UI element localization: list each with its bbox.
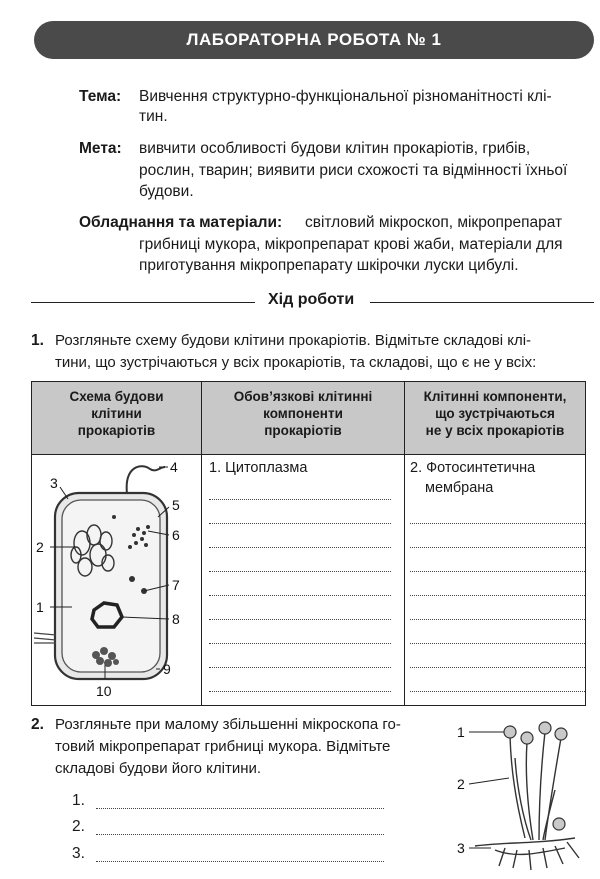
diagram-label-7: 7 bbox=[172, 577, 180, 593]
lab-title: ЛАБОРАТОРНА РОБОТА № 1 bbox=[186, 30, 442, 49]
mucor-label-1: 1 bbox=[457, 724, 465, 740]
diagram-label-8: 8 bbox=[172, 611, 180, 627]
goal-line-3: будови. bbox=[139, 183, 194, 200]
topic-line-1: Вивчення структурно-функціональної різноманітності клі- bbox=[139, 88, 552, 105]
equipment-line-2: грибниці мукора, мікропрепарат крові жаби, матеріали для bbox=[139, 236, 563, 253]
task2-line-2: товий мікропрепарат грибниці мукора. Відмітьте bbox=[55, 738, 391, 755]
equipment-line-1: світловий мікроскоп, мікропрепарат bbox=[305, 214, 563, 231]
answer-2-line[interactable] bbox=[96, 834, 384, 835]
answer-3-line[interactable] bbox=[96, 861, 384, 862]
optional-first-entry-2: мембрана bbox=[425, 480, 494, 496]
lab-title-banner bbox=[34, 21, 594, 59]
optional-cell bbox=[405, 455, 586, 706]
answer-3-label: 3. bbox=[72, 845, 85, 862]
optional-first-entry-1: 2. Фотосинтетична bbox=[410, 460, 536, 476]
equipment-label: Обладнання та матеріали: bbox=[79, 214, 283, 231]
topic-label: Тема: bbox=[79, 88, 122, 105]
scheme-cell bbox=[32, 455, 202, 706]
task2-line-3: складові будови його клітини. bbox=[55, 760, 262, 777]
diagram-label-1: 1 bbox=[36, 599, 44, 615]
divider-right bbox=[370, 302, 594, 303]
task2-line-1: Розгляньте при малому збільшенні мікроскопа го- bbox=[55, 716, 401, 733]
goal-line-2: рослин, тварин; виявити риси схожості та відмінності їхньої bbox=[139, 162, 568, 179]
section-title: Хід роботи bbox=[268, 291, 355, 308]
task1-line-1: Розгляньте схему будови клітини прокаріотів. Відмітьте складові клі- bbox=[55, 332, 532, 349]
prokaryote-table bbox=[31, 381, 586, 706]
diagram-label-2: 2 bbox=[36, 539, 44, 555]
goal-line-1: вивчити особливості будови клітин прокаріотів, грибів, bbox=[139, 140, 531, 157]
mucor-label-3: 3 bbox=[457, 840, 465, 856]
mandatory-cell bbox=[202, 455, 405, 706]
diagram-label-6: 6 bbox=[172, 527, 180, 543]
task2-number: 2. bbox=[31, 716, 44, 733]
diagram-label-5: 5 bbox=[172, 497, 180, 513]
diagram-label-9: 9 bbox=[163, 661, 171, 677]
equipment-line-3: приготування мікропрепарату шкірочки луски цибулі. bbox=[139, 257, 519, 274]
answer-2-label: 2. bbox=[72, 818, 85, 835]
diagram-label-4: 4 bbox=[170, 459, 178, 475]
divider-left bbox=[31, 302, 255, 303]
topic-line-2: тин. bbox=[139, 108, 168, 125]
header-optional: Клітинні компоненти, що зустрічаються не у всіх прокаріотів bbox=[405, 382, 586, 455]
header-mandatory: Обов’язкові клітинні компоненти прокаріотів bbox=[202, 382, 405, 455]
answer-1-line[interactable] bbox=[96, 808, 384, 809]
header-scheme: Схема будови клітини прокаріотів bbox=[32, 382, 202, 455]
mucor-label-2: 2 bbox=[457, 776, 465, 792]
prokaryote-cell-diagram bbox=[32, 455, 197, 705]
diagram-label-3: 3 bbox=[50, 475, 58, 491]
task1-line-2: тини, що зустрічаються у всіх прокаріотів, та складові, що є не у всіх: bbox=[55, 354, 537, 371]
goal-label: Мета: bbox=[79, 140, 122, 157]
mucor-diagram bbox=[455, 718, 595, 874]
answer-1-label: 1. bbox=[72, 792, 85, 809]
task1-number: 1. bbox=[31, 332, 44, 349]
diagram-label-10: 10 bbox=[96, 683, 112, 699]
mandatory-first-entry: 1. Цитоплазма bbox=[209, 460, 308, 476]
